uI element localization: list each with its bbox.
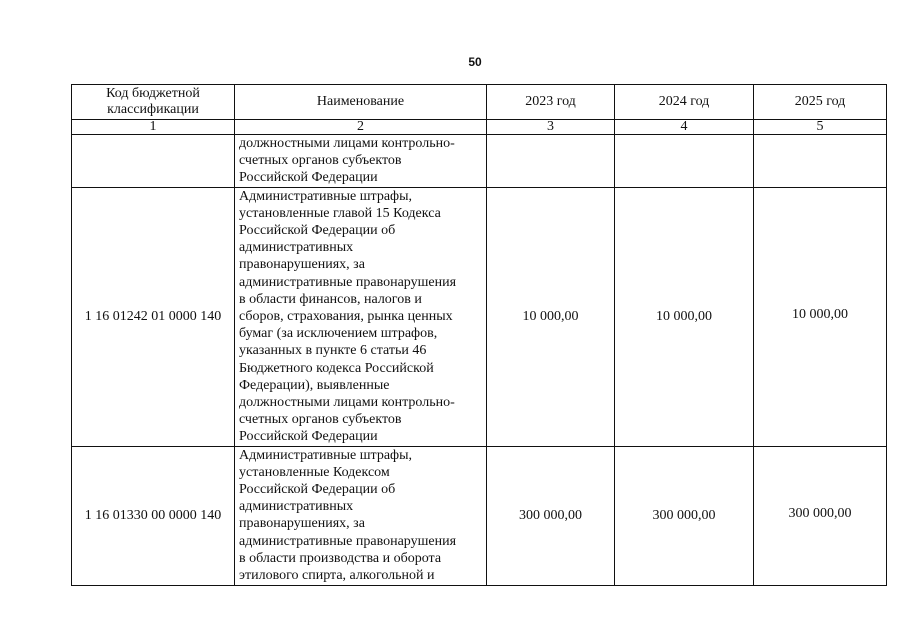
column-number-row	[72, 120, 887, 135]
budget-revenue-table	[71, 84, 887, 586]
name-line: Российской Федерации	[239, 170, 378, 186]
row-amount-2023: 10 000,00	[487, 187, 615, 446]
amount-value: 10 000,00	[792, 306, 848, 322]
amount-value: 300 000,00	[788, 505, 852, 521]
row-amount-2024: 10 000,00	[615, 187, 754, 446]
name-line: установленные Кодексом	[239, 464, 390, 480]
name-line: Российской Федерации об	[239, 482, 396, 498]
row-amount-2023	[487, 135, 615, 188]
name-line: административных	[239, 499, 354, 515]
name-line: Бюджетного кодекса Российской	[239, 360, 434, 376]
page-number: 50	[468, 55, 482, 69]
header-code-line: Код бюджетной	[106, 86, 200, 101]
row-code: 1 16 01330 00 0000 140	[72, 446, 235, 585]
name-line: административные правонарушения	[239, 274, 457, 290]
row-amount-2023: 300 000,00	[487, 446, 615, 585]
name-line: Федерации), выявленные	[239, 377, 390, 393]
name-line: административных	[239, 240, 354, 256]
name-line: Российской Федерации	[239, 429, 378, 445]
name-line: установленные главой 15 Кодекса	[239, 205, 441, 221]
row-amount-2025	[754, 187, 887, 446]
header-2023: 2023 год	[487, 85, 615, 120]
row-name	[235, 135, 487, 188]
row-code: 1 16 01242 01 0000 140	[72, 187, 235, 446]
header-code	[72, 85, 235, 120]
table-row	[72, 446, 887, 585]
row-name	[235, 446, 487, 585]
column-number: 4	[615, 120, 754, 135]
name-line: сборов, страхования, рынка ценных	[239, 309, 453, 325]
table-row	[72, 135, 887, 188]
table-row	[72, 187, 887, 446]
name-line: Административные штрафы,	[239, 447, 413, 463]
column-number: 2	[235, 120, 487, 135]
name-line: в области производства и оборота	[239, 550, 442, 566]
name-line: правонарушениях, за	[239, 257, 365, 273]
row-name	[235, 187, 487, 446]
name-line: должностными лицами контрольно-	[239, 136, 455, 151]
column-number: 5	[754, 120, 887, 135]
name-line: Российской Федерации об	[239, 223, 396, 239]
name-line: бумаг (за исключением штрафов,	[239, 326, 438, 342]
name-line: счетных органов субъектов	[239, 412, 402, 428]
header-code-line: классификации	[107, 102, 199, 117]
row-amount-2024: 300 000,00	[615, 446, 754, 585]
table-header-row	[72, 85, 887, 120]
header-2024: 2024 год	[615, 85, 754, 120]
name-line: этилового спирта, алкогольной и	[239, 568, 435, 584]
name-line: в области финансов, налогов и	[239, 291, 422, 307]
row-amount-2024	[615, 135, 754, 188]
name-line: счетных органов субъектов	[239, 153, 402, 169]
row-code	[72, 135, 235, 188]
header-2025: 2025 год	[754, 85, 887, 120]
row-amount-2025	[754, 446, 887, 585]
name-line: указанных в пункте 6 статьи 46	[239, 343, 427, 359]
name-line: должностными лицами контрольно-	[239, 395, 455, 411]
column-number: 3	[487, 120, 615, 135]
name-line: Административные штрафы,	[239, 188, 413, 204]
column-number: 1	[72, 120, 235, 135]
header-name: Наименование	[235, 85, 487, 120]
name-line: правонарушениях, за	[239, 516, 365, 532]
row-amount-2025	[754, 135, 887, 188]
name-line: административные правонарушения	[239, 533, 457, 549]
